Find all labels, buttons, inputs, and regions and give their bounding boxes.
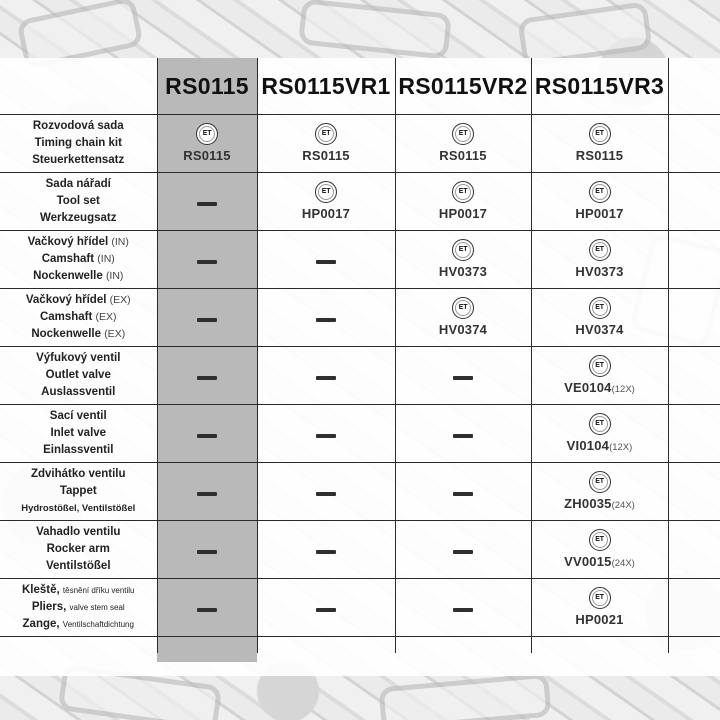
label-text: Nockenwelle: [31, 328, 101, 340]
part-entry: [532, 123, 668, 165]
brand-logo-icon: ET: [589, 123, 611, 145]
label-line: [0, 234, 157, 251]
label-line: [0, 118, 157, 135]
label-text: Outlet valve: [45, 369, 111, 381]
row-label: [0, 115, 157, 173]
part-entry: [532, 181, 668, 223]
table-row: [0, 289, 720, 347]
brand-logo-icon: ET: [452, 123, 474, 145]
part-code-line: [564, 379, 635, 397]
label-text: Hydrostößel, Ventilstößel: [21, 503, 136, 514]
footer-cell: [395, 637, 531, 654]
label-suffix: (IN): [105, 270, 124, 282]
row-label: [0, 463, 157, 521]
part-code: VE0104: [564, 379, 612, 395]
part-code-line: [564, 553, 635, 571]
part-code-line: [439, 263, 487, 281]
not-included-dash: [197, 260, 217, 264]
row-label: [0, 579, 157, 637]
table-cell: [531, 347, 668, 405]
table-cell: [157, 521, 257, 579]
label-line: [0, 251, 157, 268]
not-included-dash: [453, 608, 473, 612]
table-cell: [157, 289, 257, 347]
label-line: [0, 616, 157, 633]
part-code-line: [302, 147, 349, 165]
part-entry: [532, 529, 668, 571]
row-label-lines: [0, 524, 157, 575]
table-cell: [531, 115, 668, 173]
label-text: Tappet: [59, 485, 97, 497]
part-entry: [396, 123, 531, 165]
part-code-line: [567, 437, 633, 455]
table-cell: [395, 405, 531, 463]
part-entry: [258, 181, 395, 223]
header-spacer: [668, 58, 720, 115]
table-cell: [157, 115, 257, 173]
table-cell: [395, 521, 531, 579]
label-main: Pliers,: [31, 601, 67, 613]
label-text: Auslassventil: [41, 386, 116, 398]
label-suffix: (EX): [109, 294, 131, 306]
not-included-dash: [197, 550, 217, 554]
table-cell: [395, 289, 531, 347]
brand-logo-icon: ET: [196, 123, 218, 145]
header-row: [0, 58, 720, 115]
table-cell: [531, 405, 668, 463]
not-included-dash: [316, 608, 336, 612]
table-row: [0, 231, 720, 289]
not-included-dash: [197, 434, 217, 438]
table-row: [0, 521, 720, 579]
brand-logo-icon: ET: [589, 355, 611, 377]
part-quantity: (24X): [611, 557, 635, 569]
label-line: [0, 367, 157, 384]
table-cell: [395, 463, 531, 521]
label-line: [0, 135, 157, 152]
label-line: [0, 425, 157, 442]
not-included-dash: [197, 492, 217, 496]
part-code: RS0115: [183, 147, 231, 163]
brand-logo-icon: ET: [589, 181, 611, 203]
part-code: HP0017: [575, 205, 624, 221]
label-text: Sací ventil: [49, 410, 107, 422]
part-code-line: [575, 611, 623, 629]
not-included-dash: [316, 318, 336, 322]
label-line: [0, 558, 157, 575]
footer-cell: [157, 637, 257, 654]
label-line: [0, 541, 157, 558]
label-line: [0, 176, 157, 193]
header-corner: [0, 58, 157, 115]
part-entry: [532, 587, 668, 629]
footer-cell: [0, 637, 157, 654]
not-included-dash: [453, 434, 473, 438]
part-code-line: [575, 321, 623, 339]
not-included-dash: [197, 318, 217, 322]
label-text: Vačkový hřídel: [27, 236, 109, 248]
label-text: Výfukový ventil: [36, 352, 121, 364]
part-entry: [532, 297, 668, 339]
row-label-lines: [0, 466, 157, 517]
label-main: Kleště,: [21, 584, 60, 596]
label-suffix: (EX): [95, 311, 117, 323]
part-quantity: (12X): [609, 441, 633, 453]
label-suffix: (EX): [104, 328, 126, 340]
label-text: Camshaft: [39, 311, 93, 323]
label-line: [0, 599, 157, 616]
table-cell: [531, 231, 668, 289]
table-cell: [531, 173, 668, 231]
not-included-dash: [197, 376, 217, 380]
brand-logo-icon: ET: [589, 587, 611, 609]
not-included-dash: [316, 376, 336, 380]
label-line: [0, 483, 157, 500]
part-code: HP0017: [438, 205, 488, 221]
brand-logo-icon: ET: [315, 123, 337, 145]
table-cell: [395, 579, 531, 637]
label-line: [0, 442, 157, 459]
table-cell: [157, 579, 257, 637]
label-line: [0, 408, 157, 425]
table-cell: [157, 347, 257, 405]
not-included-dash: [453, 492, 473, 496]
part-code: ZH0035: [564, 495, 612, 511]
row-spacer: [668, 289, 720, 347]
part-entry: [396, 181, 531, 223]
not-included-dash: [197, 202, 217, 206]
not-included-dash: [453, 376, 473, 380]
table-row: [0, 463, 720, 521]
row-label: [0, 521, 157, 579]
part-code: HV0373: [438, 263, 488, 279]
brand-logo-icon: ET: [452, 239, 474, 261]
not-included-dash: [316, 550, 336, 554]
not-included-dash: [316, 492, 336, 496]
label-line: [0, 350, 157, 367]
part-quantity: (24X): [611, 499, 635, 511]
row-label: [0, 231, 157, 289]
footer-cell: [668, 637, 720, 654]
part-code: HP0017: [301, 205, 351, 221]
label-line: [0, 193, 157, 210]
table-cell: [257, 289, 395, 347]
row-spacer: [668, 347, 720, 405]
table-cell: [395, 115, 531, 173]
label-text: Camshaft: [41, 253, 95, 265]
label-main: Zange,: [22, 618, 60, 630]
table-cell: [157, 173, 257, 231]
part-code-line: [564, 495, 635, 513]
row-label: [0, 405, 157, 463]
row-spacer: [668, 405, 720, 463]
label-text: Vahadlo ventilu: [36, 526, 121, 538]
part-code-line: [575, 263, 623, 281]
label-suffix: (IN): [111, 236, 129, 248]
brand-logo-icon: ET: [589, 471, 611, 493]
row-spacer: [668, 521, 720, 579]
row-label-lines: [0, 350, 157, 401]
table-cell: [395, 231, 531, 289]
brand-logo-icon: ET: [589, 529, 611, 551]
label-line: [0, 268, 157, 285]
label-detail: valve stem seal: [69, 603, 125, 612]
label-text: Steuerkettensatz: [32, 154, 125, 166]
table-row: [0, 173, 720, 231]
table-cell: [257, 463, 395, 521]
label-text: Inlet valve: [50, 427, 107, 439]
table-cell: [157, 405, 257, 463]
row-label-lines: [0, 118, 157, 169]
row-spacer: [668, 463, 720, 521]
part-code: HP0021: [575, 611, 624, 627]
part-entry: [158, 123, 257, 165]
row-label-lines: [0, 582, 157, 633]
part-code-line: [439, 147, 486, 165]
label-line: [0, 210, 157, 227]
table-cell: [531, 521, 668, 579]
table-row: [0, 347, 720, 405]
footer-cell: [257, 637, 395, 654]
label-text: Ventilstößel: [45, 560, 111, 572]
label-text: Werkzeugsatz: [40, 212, 117, 224]
label-suffix: (IN): [97, 253, 115, 265]
table-cell: [257, 115, 395, 173]
label-line: [0, 524, 157, 541]
row-label: [0, 347, 157, 405]
part-code-line: [439, 205, 487, 223]
label-line: [0, 292, 157, 309]
brand-logo-icon: ET: [589, 239, 611, 261]
part-code-line: [576, 147, 623, 165]
table-cell: [395, 347, 531, 405]
label-line: [0, 466, 157, 483]
row-label-lines: [0, 408, 157, 459]
label-text: Zdvihátko ventilu: [30, 468, 126, 480]
label-detail: těsnění dříku ventilu: [62, 586, 135, 595]
footer-cell: [531, 637, 668, 654]
part-quantity: (12X): [611, 383, 635, 395]
part-entry: [396, 239, 531, 281]
part-code: VI0104: [566, 437, 610, 453]
label-text: Rozvodová sada: [32, 120, 124, 132]
part-code-line: [302, 205, 350, 223]
label-line: [0, 309, 157, 326]
table-row: [0, 405, 720, 463]
row-spacer: [668, 173, 720, 231]
part-code: HV0374: [575, 321, 624, 337]
column-header-rs0115vr2: RS0115VR2: [395, 58, 531, 115]
part-code: RS0115: [575, 147, 624, 163]
brand-logo-icon: ET: [452, 181, 474, 203]
label-line: [0, 582, 157, 599]
part-entry: [532, 239, 668, 281]
part-entry: [532, 413, 668, 455]
brand-logo-icon: ET: [315, 181, 337, 203]
table-cell: [531, 289, 668, 347]
label-text: Einlassventil: [43, 444, 114, 456]
part-code: RS0115: [439, 147, 487, 163]
row-spacer: [668, 231, 720, 289]
part-entry: [396, 297, 531, 339]
row-label: [0, 289, 157, 347]
row-spacer: [668, 115, 720, 173]
label-text: Rocker arm: [46, 543, 110, 555]
table-cell: [157, 231, 257, 289]
part-entry: [258, 123, 395, 165]
label-text: Nockenwelle: [33, 270, 103, 282]
label-line: [0, 384, 157, 401]
table-cell: [395, 173, 531, 231]
label-text: Vačkový hřídel: [25, 294, 107, 306]
not-included-dash: [197, 608, 217, 612]
brand-logo-icon: ET: [589, 413, 611, 435]
row-label-lines: [0, 234, 157, 285]
part-code: VV0015: [564, 553, 612, 569]
table-cell: [531, 463, 668, 521]
table-cell: [157, 463, 257, 521]
row-label-lines: [0, 292, 157, 343]
row-spacer: [668, 579, 720, 637]
part-entry: [532, 355, 668, 397]
table-cell: [257, 347, 395, 405]
brand-logo-icon: ET: [452, 297, 474, 319]
table-cell: [531, 579, 668, 637]
column-header-rs0115vr1: RS0115VR1: [257, 58, 395, 115]
brand-logo-icon: ET: [589, 297, 611, 319]
label-text: Tool set: [56, 195, 100, 207]
part-code: RS0115: [302, 147, 350, 163]
not-included-dash: [316, 260, 336, 264]
part-code: HV0374: [438, 321, 488, 337]
part-code-line: [575, 205, 623, 223]
kit-comparison-table: [0, 58, 720, 653]
table-footer-row: [0, 637, 720, 654]
label-detail: Ventilschaftdichtung: [62, 620, 134, 629]
part-code: HV0373: [575, 263, 624, 279]
column-header-rs0115vr3: RS0115VR3: [531, 58, 668, 115]
not-included-dash: [316, 434, 336, 438]
table-cell: [257, 405, 395, 463]
table-cell: [257, 579, 395, 637]
row-label: [0, 173, 157, 231]
label-line: [0, 152, 157, 169]
not-included-dash: [453, 550, 473, 554]
table-cell: [257, 521, 395, 579]
label-line: [0, 500, 157, 517]
table-row: [0, 115, 720, 173]
table-row: [0, 579, 720, 637]
part-code-line: [183, 147, 230, 165]
label-text: Timing chain kit: [34, 137, 122, 149]
part-entry: [532, 471, 668, 513]
part-code-line: [439, 321, 487, 339]
label-text: Sada nářadí: [45, 178, 111, 190]
table-cell: [257, 231, 395, 289]
table-cell: [257, 173, 395, 231]
column-header-rs0115: RS0115: [157, 58, 257, 115]
row-label-lines: [0, 176, 157, 227]
label-line: [0, 326, 157, 343]
